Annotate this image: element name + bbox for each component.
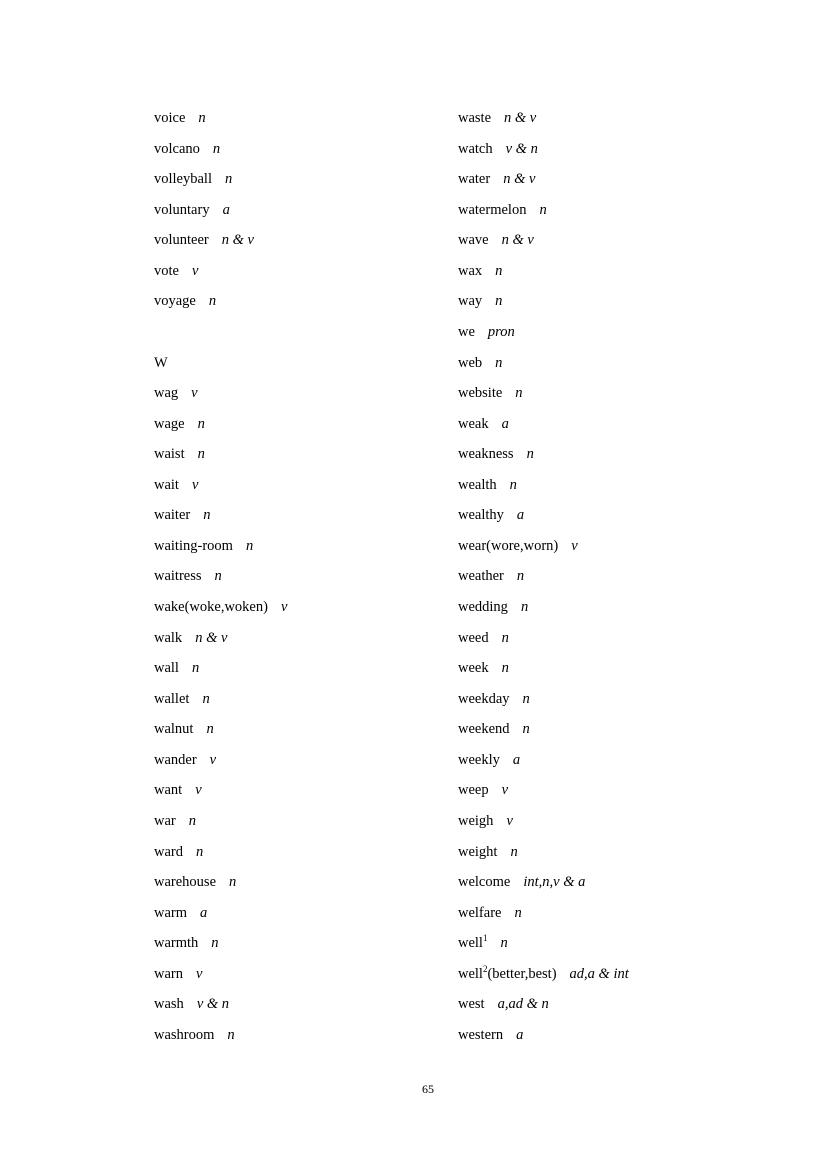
word-entry: [154, 256, 287, 287]
word-entry: [458, 348, 629, 379]
word-entry: [154, 286, 287, 317]
pos-tag: v: [196, 965, 203, 982]
pos-tag: a: [200, 904, 208, 921]
word-superscript: 2: [482, 963, 488, 974]
word-entry: [154, 745, 287, 776]
pos-tag: n: [229, 874, 237, 891]
word-text: warehouse: [154, 874, 217, 891]
pos-tag: v: [501, 782, 509, 799]
word-entry: [458, 775, 629, 806]
word-text: weekly: [458, 751, 500, 768]
word-text: voice: [154, 110, 186, 126]
pos-tag: n: [211, 935, 219, 952]
word-entry: [458, 470, 629, 501]
pos-tag: v & n: [505, 140, 538, 157]
pos-tag: a: [501, 415, 509, 432]
word-superscript: 1: [482, 933, 488, 944]
pos-tag: n: [245, 537, 254, 554]
page-number: 65: [422, 1082, 434, 1096]
word-text: well$^1$: [458, 933, 488, 952]
word-text: wax: [458, 262, 483, 279]
word-entry: [154, 103, 287, 134]
pos-tag: n & v: [501, 232, 534, 249]
pos-tag: n: [188, 812, 196, 829]
word-text: wander: [154, 751, 197, 768]
word-text: wage: [154, 415, 185, 432]
word-text: washroom: [154, 1026, 215, 1043]
word-text: website: [458, 385, 503, 402]
word-entry: [154, 1020, 287, 1051]
pos-tag: ad,a & int: [569, 965, 629, 982]
pos-tag: n: [198, 110, 206, 126]
pos-tag: n: [197, 446, 205, 463]
word-text: weigh: [458, 812, 494, 829]
word-text: west: [458, 996, 485, 1013]
word-entry: [458, 439, 629, 470]
word-entry: [458, 286, 629, 317]
pos-tag: n: [212, 140, 221, 157]
pos-tag: n: [196, 843, 204, 860]
word-entry: [458, 714, 629, 745]
word-entry: [458, 592, 629, 623]
word-text: wear(wore,worn): [458, 537, 559, 554]
pos-tag: v: [191, 476, 199, 493]
word-entry: [154, 439, 287, 470]
word-text: water: [458, 171, 491, 188]
word-text: watch: [458, 140, 493, 157]
word-entry: [458, 837, 629, 868]
word-entry: [458, 898, 629, 929]
word-entry: [458, 989, 629, 1020]
word-entry: [154, 775, 287, 806]
word-text: welfare: [458, 904, 502, 921]
pos-tag: n: [510, 843, 518, 860]
word-text: weep: [458, 782, 489, 799]
word-entry: [154, 134, 287, 165]
word-entry: [458, 623, 629, 654]
word-entry: [154, 225, 287, 256]
word-text: waste: [458, 110, 492, 126]
word-text: waist: [154, 446, 185, 463]
pos-tag: n: [227, 1026, 235, 1043]
pos-tag: n: [515, 385, 523, 402]
pos-tag: n: [500, 935, 508, 952]
word-text: well$^2$(better,best): [458, 963, 557, 982]
pos-tag: n: [208, 293, 217, 310]
word-text: weakness: [458, 446, 514, 463]
section-letter-header: [154, 348, 287, 379]
word-entry: [154, 989, 287, 1020]
pos-tag: pron: [487, 323, 515, 340]
word-text: ward: [154, 843, 183, 860]
pos-tag: v: [191, 262, 199, 279]
word-text: waitress: [154, 568, 202, 585]
word-entry: [154, 714, 287, 745]
pos-tag: n & v: [221, 232, 254, 249]
word-text: warn: [154, 965, 183, 982]
word-entry: [154, 806, 287, 837]
pos-tag: n: [520, 599, 529, 615]
pos-tag: n: [501, 629, 509, 646]
word-text: weak: [458, 415, 489, 432]
word-text: wallet: [154, 690, 190, 707]
pos-tag: a: [516, 1026, 524, 1043]
word-entry: [458, 928, 629, 959]
word-entry: [154, 164, 287, 195]
pos-tag: v: [195, 782, 202, 799]
word-entry: [458, 653, 629, 684]
word-text: wall: [154, 660, 179, 677]
word-entry: [458, 1020, 629, 1051]
word-text: warm: [154, 904, 188, 921]
pos-tag: a: [516, 507, 525, 524]
word-list-column-left: [154, 103, 287, 1050]
pos-tag: n: [495, 262, 503, 279]
word-entry: [458, 195, 629, 226]
pos-tag: n: [202, 690, 210, 707]
word-entry: [154, 531, 287, 562]
word-entry: [458, 103, 629, 134]
word-text: wedding: [458, 599, 508, 615]
word-text: volunteer: [154, 232, 209, 249]
pos-tag: int,n,v & a: [523, 874, 586, 891]
pos-tag: n: [509, 476, 517, 493]
word-entry: [154, 195, 287, 226]
word-entry: [458, 409, 629, 440]
pos-tag: n: [203, 507, 211, 524]
word-entry: [458, 561, 629, 592]
word-text: waiting-room: [154, 537, 233, 554]
pos-tag: n & v: [504, 110, 537, 126]
word-text: weather: [458, 568, 504, 585]
word-text: voyage: [154, 293, 196, 310]
word-entry: [458, 500, 629, 531]
pos-tag: n: [522, 721, 530, 738]
word-text: vote: [154, 262, 179, 279]
word-text: waiter: [154, 507, 191, 524]
word-entry: [458, 225, 629, 256]
word-entry: [154, 684, 287, 715]
pos-tag: a: [512, 751, 521, 768]
word-entry: [458, 745, 629, 776]
pos-tag: n: [526, 446, 534, 463]
word-text: wave: [458, 232, 489, 249]
word-entry: [458, 378, 629, 409]
word-text: walnut: [154, 721, 194, 738]
pos-tag: v: [571, 537, 578, 554]
word-text: wake(woke,woken): [154, 599, 268, 615]
pos-tag: a,ad & n: [497, 996, 549, 1013]
pos-tag: n: [197, 415, 205, 432]
word-entry: [154, 500, 287, 531]
word-text: we: [458, 323, 475, 340]
word-entry: [154, 959, 287, 990]
word-text: war: [154, 812, 176, 829]
word-text: voluntary: [154, 201, 210, 218]
word-entry: [154, 470, 287, 501]
word-entry: [458, 164, 629, 195]
word-text: welcome: [458, 874, 511, 891]
blank-row: [154, 317, 287, 348]
word-entry: [458, 317, 629, 348]
word-text: wash: [154, 996, 184, 1013]
pos-tag: v & n: [196, 996, 230, 1013]
word-text: weekend: [458, 721, 510, 738]
word-entry: [458, 684, 629, 715]
word-entry: [458, 531, 629, 562]
word-list-column-right: [458, 103, 629, 1050]
pos-tag: n: [495, 354, 503, 371]
pos-tag: n: [514, 904, 522, 921]
word-entry: [154, 409, 287, 440]
word-text: western: [458, 1026, 504, 1043]
pos-tag: v: [506, 812, 513, 829]
word-entry: [458, 134, 629, 165]
word-entry: [458, 959, 629, 990]
word-entry: [154, 561, 287, 592]
word-text: walk: [154, 629, 183, 646]
word-text: watermelon: [458, 201, 527, 218]
word-text: want: [154, 782, 183, 799]
pos-tag: n: [225, 171, 233, 188]
pos-tag: v: [209, 751, 217, 768]
word-entry: [154, 653, 287, 684]
word-entry: [458, 256, 629, 287]
pos-tag: n: [516, 568, 525, 585]
pos-tag: n: [539, 201, 547, 218]
pos-tag: n: [191, 660, 200, 677]
pos-tag: n: [501, 660, 509, 677]
word-entry: [458, 867, 629, 898]
pos-tag: n: [214, 568, 222, 585]
pos-tag: a: [222, 201, 230, 218]
section-letter: W: [154, 354, 168, 371]
word-entry: [154, 928, 287, 959]
word-text: wealth: [458, 476, 497, 493]
word-entry: [154, 623, 287, 654]
word-text: web: [458, 354, 483, 371]
word-entry: [154, 837, 287, 868]
word-text: way: [458, 293, 483, 310]
word-entry: [154, 378, 287, 409]
pos-tag: n: [495, 293, 503, 310]
word-text: weed: [458, 629, 489, 646]
word-text: volcano: [154, 140, 200, 157]
word-entry: [154, 867, 287, 898]
word-text: wag: [154, 385, 179, 402]
word-text: wait: [154, 476, 179, 493]
word-entry: [154, 898, 287, 929]
word-text: warmth: [154, 935, 199, 952]
word-text: wealthy: [458, 507, 504, 524]
word-text: volleyball: [154, 171, 212, 188]
pos-tag: n: [522, 690, 530, 707]
word-entry: [458, 806, 629, 837]
word-text: week: [458, 660, 489, 677]
word-text: weight: [458, 843, 498, 860]
pos-tag: v: [280, 599, 288, 615]
word-entry: [154, 592, 287, 623]
pos-tag: n & v: [195, 629, 228, 646]
word-text: weekday: [458, 690, 510, 707]
pos-tag: v: [191, 385, 198, 402]
pos-tag: n & v: [503, 171, 536, 188]
pos-tag: n: [206, 721, 214, 738]
